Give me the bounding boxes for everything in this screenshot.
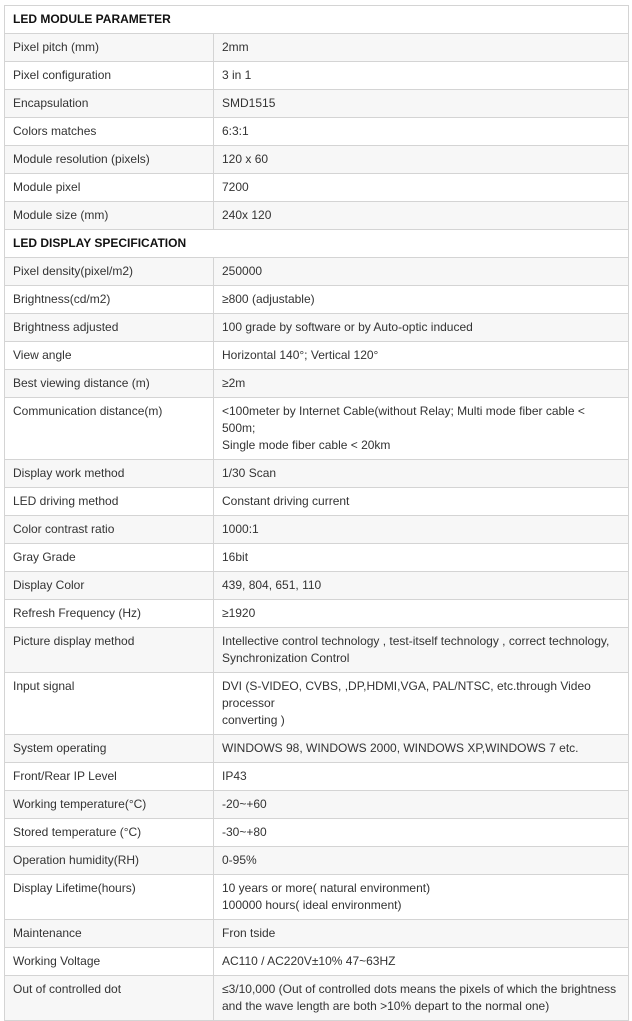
section-title: LED MODULE PARAMETER bbox=[5, 6, 629, 34]
table-row bbox=[5, 174, 629, 202]
row-value: WINDOWS 98, WINDOWS 2000, WINDOWS XP,WINDOWS 7 etc. bbox=[214, 735, 629, 763]
row-label: Picture display method bbox=[5, 628, 214, 673]
row-value: 100 grade by software or by Auto-optic induced bbox=[214, 314, 629, 342]
table-row bbox=[5, 516, 629, 544]
row-label: Colors matches bbox=[5, 118, 214, 146]
row-label: Maintenance bbox=[5, 920, 214, 948]
row-label: Pixel density(pixel/m2) bbox=[5, 258, 214, 286]
table-row bbox=[5, 735, 629, 763]
row-label: Display Color bbox=[5, 572, 214, 600]
row-label: Best viewing distance (m) bbox=[5, 370, 214, 398]
row-label: Operation humidity(RH) bbox=[5, 847, 214, 875]
row-value: ≤3/10,000 (Out of controlled dots means the pixels of which the brightness and the wave length are both >10% depart to the normal one) bbox=[214, 976, 629, 1021]
row-value: DVI (S-VIDEO, CVBS, ,DP,HDMI,VGA, PAL/NTSC, etc.through Video processor converting ) bbox=[214, 673, 629, 735]
table-row bbox=[5, 146, 629, 174]
row-label: Module pixel bbox=[5, 174, 214, 202]
row-label: Pixel pitch (mm) bbox=[5, 34, 214, 62]
row-label: Front/Rear IP Level bbox=[5, 763, 214, 791]
row-value: 120 x 60 bbox=[214, 146, 629, 174]
row-label: Out of controlled dot bbox=[5, 976, 214, 1021]
table-row bbox=[5, 370, 629, 398]
row-value: 7200 bbox=[214, 174, 629, 202]
table-row bbox=[5, 763, 629, 791]
table-row bbox=[5, 819, 629, 847]
table-row bbox=[5, 628, 629, 673]
row-value: <100meter by Internet Cable(without Relay; Multi mode fiber cable < 500m; Single mode fiber cable < 20km bbox=[214, 398, 629, 460]
row-label: Refresh Frequency (Hz) bbox=[5, 600, 214, 628]
row-value: 250000 bbox=[214, 258, 629, 286]
row-label: Pixel configuration bbox=[5, 62, 214, 90]
row-label: Stored temperature (°C) bbox=[5, 819, 214, 847]
row-label: Module resolution (pixels) bbox=[5, 146, 214, 174]
row-value: 439, 804, 651, 110 bbox=[214, 572, 629, 600]
row-label: Module size (mm) bbox=[5, 202, 214, 230]
table-row bbox=[5, 875, 629, 920]
table-row bbox=[5, 202, 629, 230]
table-row bbox=[5, 398, 629, 460]
row-label: Display work method bbox=[5, 460, 214, 488]
row-value: ≥1920 bbox=[214, 600, 629, 628]
row-value: ≥2m bbox=[214, 370, 629, 398]
table-row bbox=[5, 791, 629, 819]
row-value: ≥800 (adjustable) bbox=[214, 286, 629, 314]
row-value: Fron tside bbox=[214, 920, 629, 948]
row-value: 1000:1 bbox=[214, 516, 629, 544]
table-row bbox=[5, 342, 629, 370]
row-label: Display Lifetime(hours) bbox=[5, 875, 214, 920]
row-label: Working temperature(°C) bbox=[5, 791, 214, 819]
row-label: Gray Grade bbox=[5, 544, 214, 572]
row-value: Horizontal 140°; Vertical 120° bbox=[214, 342, 629, 370]
row-value: AC110 / AC220V±10% 47~63HZ bbox=[214, 948, 629, 976]
table-row bbox=[5, 976, 629, 1021]
row-label: LED driving method bbox=[5, 488, 214, 516]
row-value: 10 years or more( natural environment) 100000 hours( ideal environment) bbox=[214, 875, 629, 920]
table-row bbox=[5, 34, 629, 62]
table-row bbox=[5, 90, 629, 118]
row-label: Input signal bbox=[5, 673, 214, 735]
section-header-row bbox=[5, 6, 629, 34]
table-row bbox=[5, 460, 629, 488]
table-row bbox=[5, 314, 629, 342]
section-title: LED DISPLAY SPECIFICATION bbox=[5, 230, 629, 258]
row-label: System operating bbox=[5, 735, 214, 763]
row-value: 0-95% bbox=[214, 847, 629, 875]
table-row bbox=[5, 62, 629, 90]
spec-table bbox=[4, 5, 629, 1021]
table-row bbox=[5, 258, 629, 286]
table-row bbox=[5, 488, 629, 516]
table-row bbox=[5, 847, 629, 875]
table-row bbox=[5, 600, 629, 628]
row-value: 3 in 1 bbox=[214, 62, 629, 90]
row-label: View angle bbox=[5, 342, 214, 370]
row-value: 2mm bbox=[214, 34, 629, 62]
row-value: IP43 bbox=[214, 763, 629, 791]
row-value: Constant driving current bbox=[214, 488, 629, 516]
row-label: Working Voltage bbox=[5, 948, 214, 976]
table-row bbox=[5, 118, 629, 146]
row-value: SMD1515 bbox=[214, 90, 629, 118]
row-value: 240x 120 bbox=[214, 202, 629, 230]
row-value: 1/30 Scan bbox=[214, 460, 629, 488]
table-row bbox=[5, 544, 629, 572]
row-value: Intellective control technology , test-itself technology , correct technology, Synchronization Control bbox=[214, 628, 629, 673]
row-value: -20~+60 bbox=[214, 791, 629, 819]
spec-table-body bbox=[5, 6, 629, 1021]
row-label: Brightness adjusted bbox=[5, 314, 214, 342]
row-value: 6:3:1 bbox=[214, 118, 629, 146]
table-row bbox=[5, 948, 629, 976]
row-label: Brightness(cd/m2) bbox=[5, 286, 214, 314]
row-value: 16bit bbox=[214, 544, 629, 572]
row-value: -30~+80 bbox=[214, 819, 629, 847]
section-header-row bbox=[5, 230, 629, 258]
table-row bbox=[5, 920, 629, 948]
table-row bbox=[5, 673, 629, 735]
table-row bbox=[5, 572, 629, 600]
table-row bbox=[5, 286, 629, 314]
row-label: Color contrast ratio bbox=[5, 516, 214, 544]
row-label: Communication distance(m) bbox=[5, 398, 214, 460]
row-label: Encapsulation bbox=[5, 90, 214, 118]
